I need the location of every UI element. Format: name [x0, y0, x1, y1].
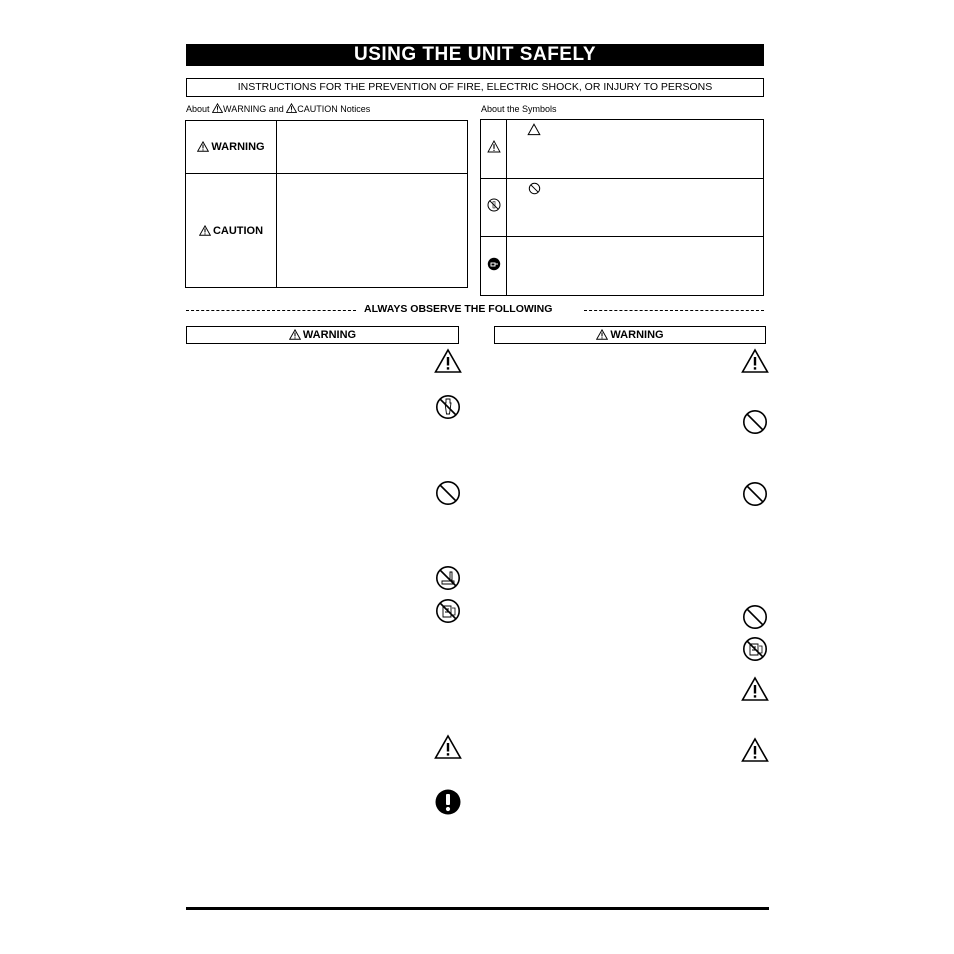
- divider-left: [186, 310, 356, 311]
- warning-description: [277, 121, 468, 174]
- footer-rule: [186, 907, 769, 910]
- warning-label-cell: [186, 121, 277, 174]
- symbols-table: [480, 119, 764, 296]
- about-caution-text: CAUTION Notices: [297, 104, 371, 114]
- prohibited-circle-icon: [742, 409, 768, 435]
- warning-triangle-icon: [199, 225, 211, 236]
- warning-triangle-icon: [741, 348, 769, 374]
- warning-triangle-icon: [741, 676, 769, 702]
- left-warning-header: [186, 326, 459, 344]
- warning-triangle-icon: [289, 329, 301, 340]
- warning-label: WARNING: [211, 141, 265, 153]
- prohibited-circle-icon: [435, 480, 461, 506]
- about-prefix: About: [186, 104, 210, 114]
- symbol-prohibited-cell: [481, 179, 507, 237]
- no-water-contact-icon: [435, 565, 461, 591]
- prohibited-circle-icon: [742, 604, 768, 630]
- symbol-triangle-cell: [481, 120, 507, 179]
- symbol-triangle-description: [507, 120, 764, 179]
- instructions-heading: INSTRUCTIONS FOR THE PREVENTION OF FIRE, ELECTRIC SHOCK, OR INJURY TO PERSONS: [186, 78, 764, 97]
- warning-triangle-icon: [286, 103, 297, 116]
- warning-triangle-icon: [434, 348, 462, 374]
- left-warning-label: WARNING: [302, 329, 357, 341]
- mandatory-action-icon: [435, 789, 461, 815]
- symbol-mandatory-cell: [481, 237, 507, 296]
- page-title: USING THE UNIT SAFELY: [186, 44, 764, 66]
- warning-triangle-icon: [212, 103, 223, 116]
- notices-heading: [186, 103, 370, 116]
- prohibited-circle-icon: [528, 182, 541, 195]
- caution-label: CAUTION: [212, 224, 264, 237]
- symbol-mandatory-description: [507, 237, 764, 296]
- divider-right: [584, 310, 764, 311]
- symbol-prohibited-description: [507, 179, 764, 237]
- warning-triangle-icon: [434, 734, 462, 760]
- do-not-disassemble-icon: [435, 394, 461, 420]
- caution-label-cell: [186, 174, 277, 288]
- right-warning-header: [494, 326, 766, 344]
- do-not-disassemble-icon: [742, 636, 768, 662]
- do-not-disassemble-icon: [435, 598, 461, 624]
- triangle-outline-icon: [527, 123, 541, 136]
- about-warning-text: WARNING and: [223, 104, 284, 114]
- warning-triangle-icon: [596, 329, 608, 340]
- notices-table: [185, 120, 468, 288]
- do-not-disassemble-icon: [487, 198, 501, 212]
- caution-description: [277, 174, 468, 288]
- warning-triangle-icon: [741, 737, 769, 763]
- unplug-icon: [487, 257, 501, 271]
- symbols-heading: About the Symbols: [481, 104, 557, 114]
- warning-triangle-icon: [487, 140, 501, 153]
- prohibited-circle-icon: [742, 481, 768, 507]
- always-observe-heading: ALWAYS OBSERVE THE FOLLOWING: [364, 303, 553, 315]
- warning-triangle-icon: [197, 141, 209, 152]
- right-warning-label: WARNING: [610, 329, 664, 341]
